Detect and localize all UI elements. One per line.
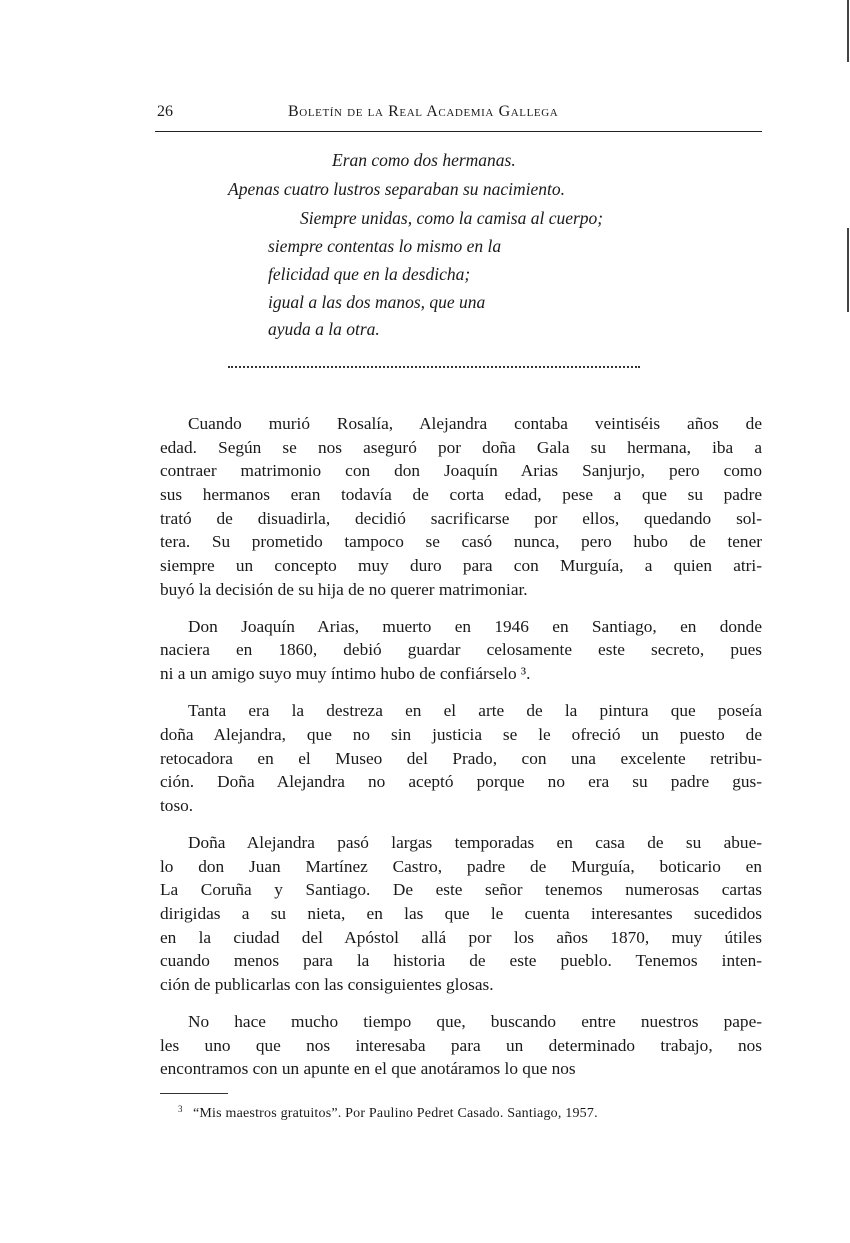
paragraph — [160, 412, 762, 602]
text-line: toso. — [160, 795, 194, 815]
scan-edge-mark — [847, 0, 849, 62]
paragraph — [160, 699, 762, 817]
footnote-mark: 3 — [178, 1104, 183, 1114]
paragraph — [160, 831, 762, 997]
poem-line: ayuda a la otra. — [268, 319, 380, 339]
body-text — [160, 412, 762, 1094]
text-line: Doña Alejandra pasó largas temporadas en casa de su abue- — [188, 832, 762, 852]
text-line: ción de publicarlas con las consiguientes glosas. — [160, 975, 494, 995]
text-line: doña Alejandra, que no sin justicia se le ofreció un puesto de — [160, 724, 762, 744]
poem-line: igual a las dos manos, que una — [268, 292, 486, 312]
poem-line: Siempre unidas, como la camisa al cuerpo; — [300, 208, 604, 228]
text-line: ni a un amigo suyo muy íntimo hubo de confiárselo ³. — [160, 664, 531, 684]
text-line: edad. Según se nos aseguró por doña Gala su hermana, iba a — [160, 437, 762, 457]
header-rule — [155, 131, 762, 132]
text-line: sus hermanos eran todavía de corta edad, pese a que su padre — [160, 485, 762, 505]
text-line: tera. Su prometido tampoco se casó nunca, pero hubo de tener — [160, 532, 762, 552]
text-line: les uno que nos interesaba para un determinado trabajo, nos — [160, 1035, 762, 1055]
poem-line: siempre contentas lo mismo en la — [268, 236, 502, 256]
text-line: ción. Doña Alejandra no aceptó porque no era su padre gus- — [160, 772, 762, 792]
text-line: lo don Juan Martínez Castro, padre de Murguía, boticario en — [160, 856, 762, 876]
text-line: La Coruña y Santiago. De este señor tenemos numerosas cartas — [160, 880, 762, 900]
poem-line: Apenas cuatro lustros separaban su nacimiento. — [228, 179, 566, 199]
poem-line: Eran como dos hermanas. — [332, 150, 516, 170]
text-line: Tanta era la destreza en el arte de la pintura que poseía — [188, 701, 762, 721]
text-line: Cuando murió Rosalía, Alejandra contaba veintiséis años de — [188, 414, 762, 433]
poem-line: felicidad que en la desdicha; — [268, 264, 471, 284]
text-line: No hace mucho tiempo que, buscando entre nuestros pape- — [188, 1012, 762, 1031]
running-title: Boletín de la Real Academia Gallega — [288, 103, 559, 120]
text-line: contraer matrimonio con don Joaquín Arias Sanjurjo, pero como — [160, 461, 762, 481]
footnote-text: “Mis maestros gratuitos”. Por Paulino Pedret Casado. Santiago, 1957. — [193, 1106, 598, 1121]
text-line: siempre un concepto muy duro para con Murguía, a quien atri- — [160, 556, 762, 576]
paragraph — [160, 1010, 762, 1081]
scan-edge-mark — [847, 228, 849, 312]
text-line: trató de disuadirla, decidió sacrificarse por ellos, quedando sol- — [160, 508, 762, 528]
text-line: naciera en 1860, debió guardar celosamente este secreto, pues — [160, 640, 762, 660]
text-line: buyó la decisión de su hija de no querer matrimoniar. — [160, 579, 528, 599]
ellipsis-separator — [228, 366, 640, 368]
paragraph — [160, 615, 762, 686]
text-line: dirigidas a su nieta, en las que le cuenta interesantes sucedidos — [160, 903, 762, 923]
text-line: en la ciudad del Apóstol allá por los años 1870, muy útiles — [160, 927, 762, 947]
text-line: cuando menos para la historia de este pueblo. Tenemos inten- — [160, 951, 762, 971]
text-line: encontramos con un apunte en el que anotáramos lo que nos — [160, 1059, 576, 1079]
footnote-rule — [160, 1093, 228, 1094]
page-number: 26 — [157, 103, 173, 120]
text-line: retocadora en el Museo del Prado, con una excelente retribu- — [160, 748, 762, 768]
text-line: Don Joaquín Arias, muerto en 1946 en Santiago, en donde — [188, 616, 762, 636]
